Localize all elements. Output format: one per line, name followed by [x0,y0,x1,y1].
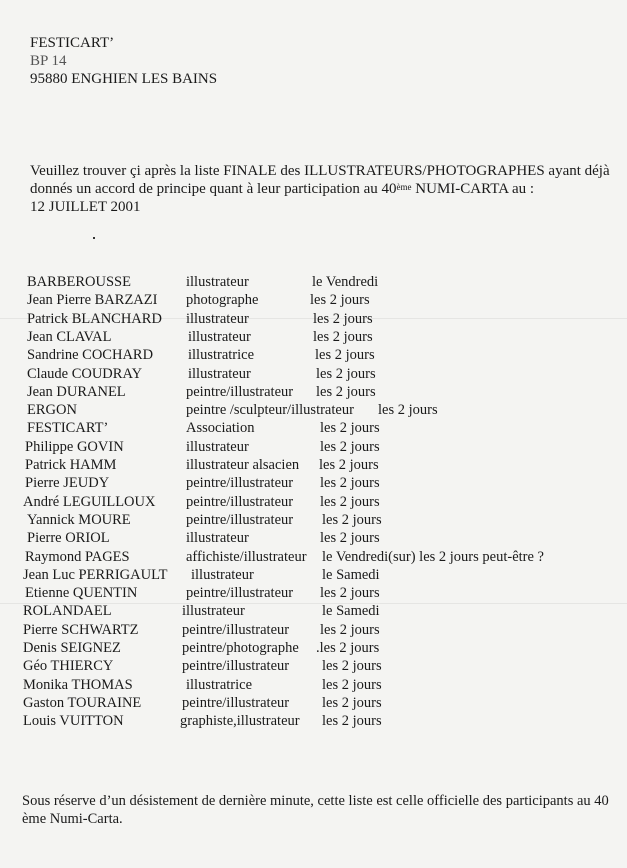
sender-name: FESTICART’ [30,35,115,51]
participant-role: illustrateur [186,274,249,290]
participant-role: peintre /sculpteur/illustrateur [186,402,354,419]
participant-role: illustratrice [186,676,253,693]
participant-name: Géo THIERCY [23,658,114,675]
ink-speck [93,237,95,239]
participant-name: Patrick HAMM [25,457,117,473]
participant-days: le Samedi [322,603,380,620]
participant-name: Jean Pierre BARZAZI [27,292,158,309]
sender-city: 95880 ENGHIEN LES BAINS [30,71,218,87]
participant-days: les 2 jours [315,347,375,364]
participant-days: le Vendredi [312,274,379,290]
participant-name: FESTICART’ [27,420,109,437]
participant-name: Jean CLAVAL [27,328,112,345]
participant-name: Jean DURANEL [27,383,126,400]
participant-name: Louis VUITTON [23,713,124,730]
participant-days: les 2 jours [320,438,380,455]
participant-name: Pierre ORIOL [27,530,110,547]
participant-name: Raymond PAGES [25,548,130,565]
participant-role: peintre/photographe [182,640,299,656]
participant-role: illustratrice [188,347,255,364]
participant-days: les 2 jours [310,292,370,309]
sender-address [30,34,217,88]
participant-name: Sandrine COCHARD [27,347,154,364]
participant-days: les 2 jours [320,475,380,492]
participant-role: peintre/illustrateur [186,475,294,492]
participant-days: le Samedi [322,566,380,583]
participant-role: Association [186,420,255,437]
participant-days: les 2 jours [322,676,382,693]
participant-role: peintre/illustrateur [186,383,294,400]
participant-role: affichiste/illustrateur [186,548,307,565]
participant-name: Monika THOMAS [23,676,133,693]
participant-name: BARBEROUSSE [27,274,131,290]
closing-paragraph: Sous réserve d’un désistement de dernière minute, cette liste est celle officielle des participants au 40 ème Numi-Carta. [22,793,609,827]
participant-name: Denis SEIGNEZ [23,640,121,656]
participant-days: les 2 jours [320,420,380,437]
intro-text: Veuillez trouver çi après la liste FINALE des ILLUSTRATEURS/PHOTOGRAPHES ayant déjà donnés un accord de principe quant à leur participation au 40 [30,163,610,197]
participant-role: peintre/illustrateur [182,694,290,711]
intro-date: 12 JUILLET 2001 [30,199,141,215]
participant-days: les 2 jours [322,713,382,730]
participant-days: les 2 jours [316,365,376,382]
participant-days: les 2 jours [316,383,376,400]
participant-name: Pierre SCHWARTZ [23,621,139,638]
intro-text-end: NUMI-CARTA au : [411,181,535,197]
participant-days: les 2 jours [319,457,379,473]
participant-name: Yannick MOURE [27,511,131,528]
participant-days: les 2 jours [320,585,380,602]
participant-name: Philippe GOVIN [25,438,124,455]
participant-days: les 2 jours [320,621,380,638]
participant-days: les 2 jours [322,511,382,528]
participant-role: peintre/illustrateur [186,511,294,528]
participant-role: photographe [186,292,259,309]
participant-days: les 2 jours [320,493,380,510]
participant-days: les 2 jours [313,310,373,327]
participant-role: peintre/illustrateur [186,585,294,602]
participant-name: Etienne QUENTIN [25,585,138,602]
sender-box: BP 14 [30,53,67,69]
participant-name: ERGON [27,402,77,419]
participant-role: illustrateur [188,328,251,345]
participant-days: le Vendredi(sur) les 2 jours peut-être ? [322,548,544,565]
participant-role: illustrateur [182,603,245,620]
participant-name: Pierre JEUDY [25,475,110,492]
participant-role: illustrateur [191,566,254,583]
participant-name: Jean Luc PERRIGAULT [23,566,168,583]
participant-days: les 2 jours [378,402,438,419]
participant-days: les 2 jours [322,694,382,711]
participant-role: peintre/illustrateur [182,621,290,638]
participant-role: illustrateur alsacien [186,457,300,473]
participant-name: Gaston TOURAINE [23,694,142,711]
participant-days: les 2 jours [320,530,380,547]
participant-days: les 2 jours [322,658,382,675]
participant-days: .les 2 jours [316,640,380,656]
intro-superscript: ème [396,182,412,192]
participant-days: les 2 jours [313,328,373,345]
intro-paragraph [30,162,615,216]
participant-role: graphiste,illustrateur [180,713,300,730]
participant-role: peintre/illustrateur [182,658,290,675]
participant-name: Claude COUDRAY [27,365,143,382]
participant-role: peintre/illustrateur [186,493,294,510]
participant-name: Patrick BLANCHARD [27,310,162,327]
participant-role: illustrateur [186,310,249,327]
participant-role: illustrateur [186,438,249,455]
participant-role: illustrateur [188,365,251,382]
participant-role: illustrateur [186,530,249,547]
participant-name: ROLANDAEL [23,603,112,620]
participant-name: André LEGUILLOUX [23,493,156,510]
